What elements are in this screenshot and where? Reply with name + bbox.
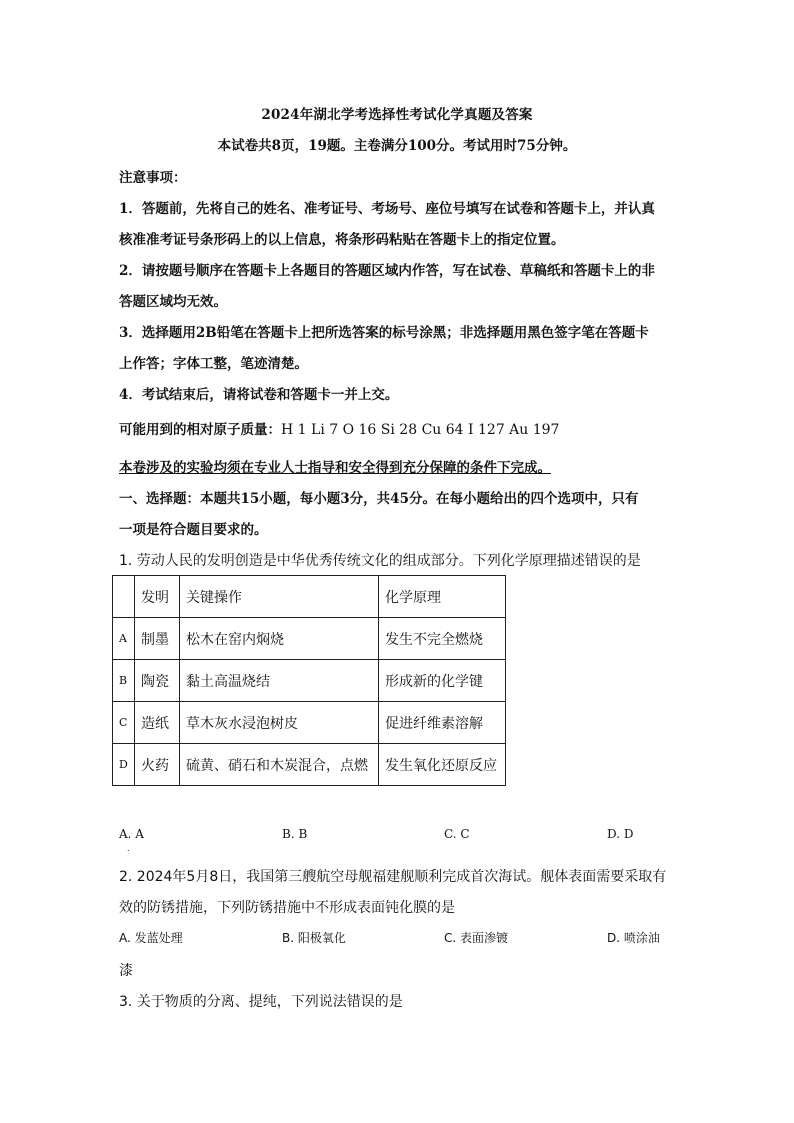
q1-mark: .	[127, 844, 130, 853]
table-row	[113, 744, 506, 786]
table-cell: 草木灰水浸泡树皮	[180, 702, 379, 744]
section-1-line-1: 一、选择题：本题共15小题，每小题3分，共45分。在每小题给出的四个选项中，只有	[119, 491, 639, 507]
q2-option-d-wrap: 漆	[119, 963, 133, 979]
table-header-row	[113, 576, 506, 618]
exam-title: 2024年湖北学考选择性考试化学真题及答案	[261, 107, 533, 123]
table-cell: 火药	[135, 744, 180, 786]
note-4: 4．考试结束后，请将试卷和答题卡一并上交。	[119, 387, 399, 403]
table-row	[113, 618, 506, 660]
note-1-line-2: 核准准考证号条形码上的以上信息，将条形码粘贴在答题卡上的指定位置。	[119, 232, 565, 248]
table-row	[113, 702, 506, 744]
table-cell: 硫黄、硝石和木炭混合，点燃	[180, 744, 379, 786]
table-header-cell: 发明	[135, 576, 180, 618]
table-cell: C	[113, 702, 135, 744]
notes-heading: 注意事项：	[119, 170, 187, 186]
safety-note: 本卷涉及的实验均须在专业人士指导和安全得到充分保障的条件下完成。	[119, 460, 551, 476]
atomic-mass-label: 可能用到的相对原子质量：	[119, 422, 281, 438]
note-2-line-1: 2．请按题号顺序在答题卡上各题目的答题区域内作答，写在试卷、草稿纸和答题卡上的非	[119, 263, 655, 279]
table-cell: 制墨	[135, 618, 180, 660]
q2-option-c: C. 表面渗镀	[444, 931, 509, 945]
atomic-mass-line	[119, 418, 559, 438]
q1-option-d: D. D	[607, 827, 634, 841]
table-cell: 造纸	[135, 702, 180, 744]
q2-stem-line-1: 2. 2024年5月8日，我国第三艘航空母舰福建舰顺利完成首次海试。舰体表面需要采取有	[119, 869, 667, 885]
q1-option-b: B. B	[282, 827, 308, 841]
table-cell: 形成新的化学键	[379, 660, 506, 702]
q2-stem-line-2: 效的防锈措施，下列防锈措施中不形成表面钝化膜的是	[119, 900, 455, 916]
q2-option-a: A. 发蓝处理	[119, 931, 183, 945]
table-header-cell: 化学原理	[379, 576, 506, 618]
q1-option-a: A. A	[119, 827, 144, 841]
section-1-line-2: 一项是符合题目要求的。	[119, 522, 268, 538]
table-header-cell: 关键操作	[180, 576, 379, 618]
table-cell: B	[113, 660, 135, 702]
q1-stem: 1. 劳动人民的发明创造是中华优秀传统文化的组成部分。下列化学原理描述错误的是	[119, 553, 641, 569]
q1-option-c: C. C	[444, 827, 470, 841]
q2-option-b: B. 阳极氧化	[282, 931, 346, 945]
note-3-line-2: 上作答；字体工整，笔迹清楚。	[119, 356, 308, 372]
table-cell: 发生不完全燃烧	[379, 618, 506, 660]
table-cell: 松木在窑内焖烧	[180, 618, 379, 660]
table-cell: 发生氧化还原反应	[379, 744, 506, 786]
table-cell: 陶瓷	[135, 660, 180, 702]
atomic-mass-values: H 1 Li 7 O 16 Si 28 Cu 64 I 127 Au 197	[281, 422, 560, 438]
table-cell: A	[113, 618, 135, 660]
table-cell: 黏土高温烧结	[180, 660, 379, 702]
q2-option-d: D. 喷涂油	[607, 931, 660, 945]
table-header-cell	[113, 576, 135, 618]
note-1-line-1: 1．答题前，先将自己的姓名、准考证号、考场号、座位号填写在试卷和答题卡上，并认真	[119, 201, 655, 217]
q1-table	[112, 575, 506, 786]
table-cell: D	[113, 744, 135, 786]
note-2-line-2: 答题区域均无效。	[119, 294, 227, 310]
table-row	[113, 660, 506, 702]
note-3-line-1: 3．选择题用2B铅笔在答题卡上把所选答案的标号涂黑；非选择题用黑色签字笔在答题卡	[119, 325, 649, 341]
table-cell: 促进纤维素溶解	[379, 702, 506, 744]
q3-stem: 3. 关于物质的分离、提纯，下列说法错误的是	[119, 994, 403, 1010]
exam-subtitle: 本试卷共8页，19题。主卷满分100分。考试用时75分钟。	[217, 138, 577, 154]
